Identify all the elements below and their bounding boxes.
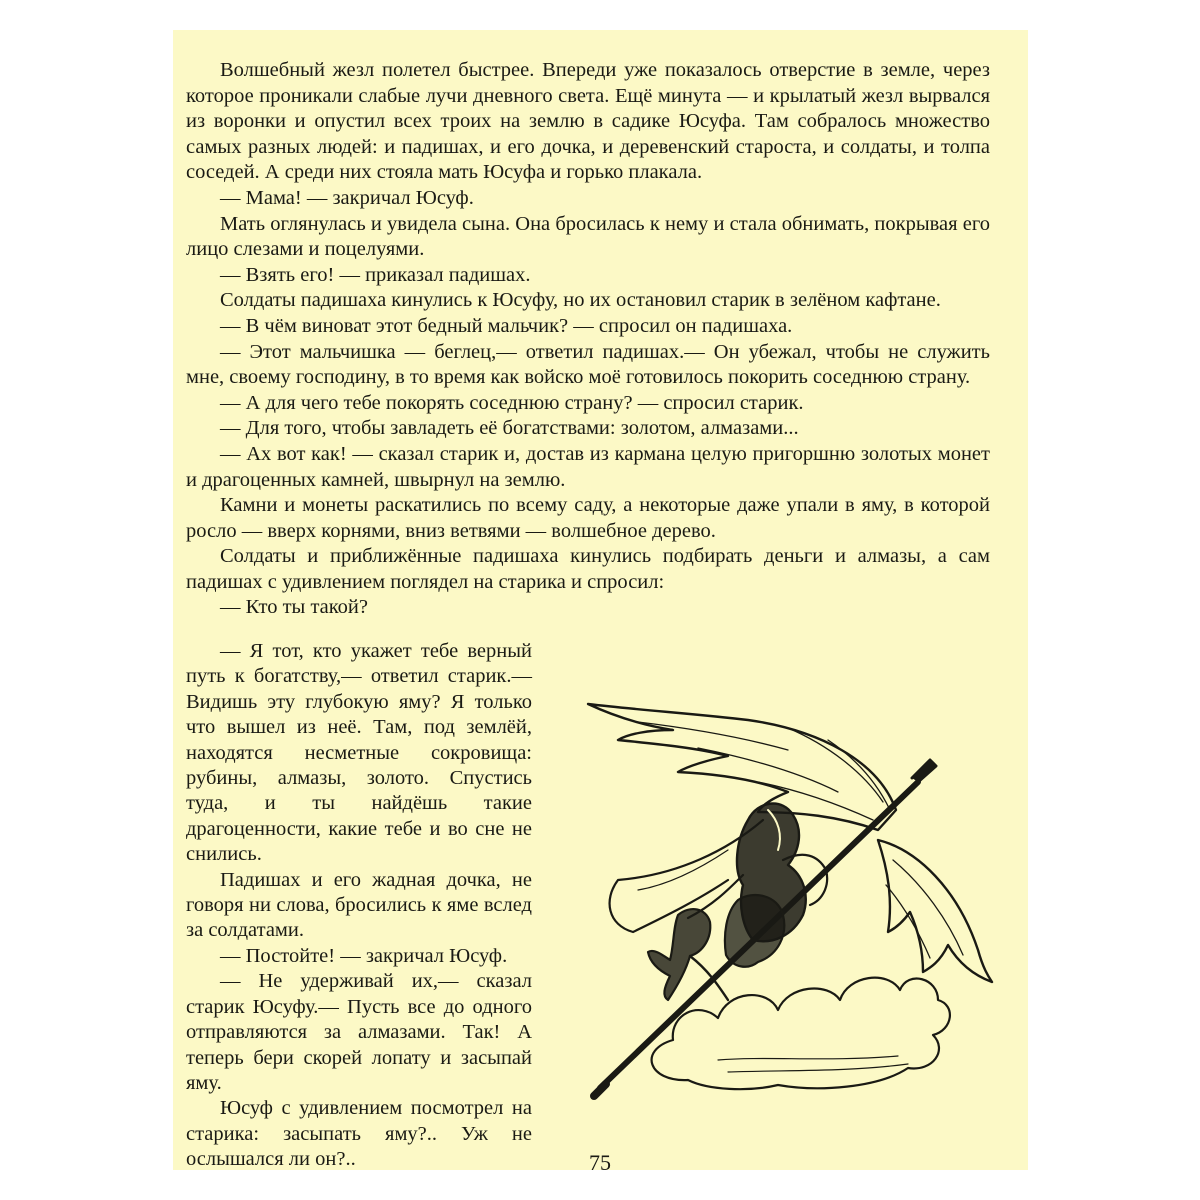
paragraph: — Взять его! — приказал падишах.	[220, 263, 531, 286]
paragraph: Мать оглянулась и увидела сына. Она бросилась к нему и стала обнимать, покрывая его лицо слезами и поцелуями.	[186, 212, 990, 261]
narrow-column-text	[186, 639, 532, 1173]
paragraph: Солдаты падишаха кинулись к Юсуфу, но их остановил старик в зелёном кафтане.	[220, 289, 941, 312]
paragraph: — Ах вот как! — сказал старик и, достав из кармана целую пригоршню золотых монет и драгоценных камней, швырнул на землю.	[186, 442, 990, 491]
boy-figure	[648, 909, 710, 1000]
paragraph: Падишах и его жадная дочка, не говоря ни слова, бросились к яме вслед за солдатами.	[186, 868, 532, 942]
paragraph: — Этот мальчишка — беглец,— ответил падишах.— Он убежал, чтобы не служить мне, своему господину, в то время как войско моё готовилось покорить соседнюю страну.	[186, 340, 990, 389]
upper-wing	[588, 704, 896, 830]
paragraph: — Я тот, кто укажет тебе верный путь к богатству,— ответил старик.— Видишь эту глубокую яму? Я только что вышел из неё. Там, под землёй, находятся несметные сокровища: рубины, алмазы, золото. Спустись туда, и ты найдёшь такие драгоценности, какие тебе и во сне не снились.	[186, 640, 532, 866]
flying-staff-illustration	[578, 700, 998, 1110]
mother-figure	[725, 895, 784, 967]
paragraph: Солдаты и приближённые падишаха кинулись подбирать деньги и алмазы, а сам падишах с удивлением поглядел на старика и спросил:	[186, 545, 990, 593]
paragraph: — Не удерживай их,— сказал старик Юсуфу.— Пусть все до одного отправляются за алмазами. Так! А теперь бери скорей лопату и засыпай яму.	[186, 970, 532, 1094]
paragraph: — Кто ты такой?	[220, 596, 368, 619]
paragraph: Юсуф с удивлением посмотрел на старика: засыпать яму?.. Уж не ослышался ли он?..	[186, 1097, 532, 1171]
paragraph: Волшебный жезл полетел быстрее. Впереди уже показалось отверстие в земле, через которое проникали слабые лучи дневного света. Ещё минута — и крылатый жезл вырвался из воронки и опустил всех троих на землю в садике Юсуфа. Там собралось множество самых разных людей: и падишах, и его дочка, и деревенский староста, и солдаты, и толпа соседей. А среди них стояла мать Юсуфа и горько плакала.	[186, 59, 990, 184]
paragraph: — Мама! — закричал Юсуф.	[220, 186, 474, 209]
paragraph: — Постойте! — закричал Юсуф.	[220, 944, 508, 967]
page-number: 75	[589, 1150, 611, 1175]
main-text	[186, 58, 990, 621]
paragraph: — А для чего тебе покорять соседнюю страну? — спросил старик.	[220, 391, 804, 414]
paragraph: — Для того, чтобы завладеть её богатствами: золотом, алмазами...	[220, 417, 799, 440]
paragraph: — В чём виноват этот бедный мальчик? — спросил он падишаха.	[220, 314, 793, 337]
paragraph: Камни и монеты раскатились по всему саду, а некоторые даже упали в яму, в которой росло — вверх корнями, вниз ветвями — волшебное дерево.	[186, 494, 990, 542]
